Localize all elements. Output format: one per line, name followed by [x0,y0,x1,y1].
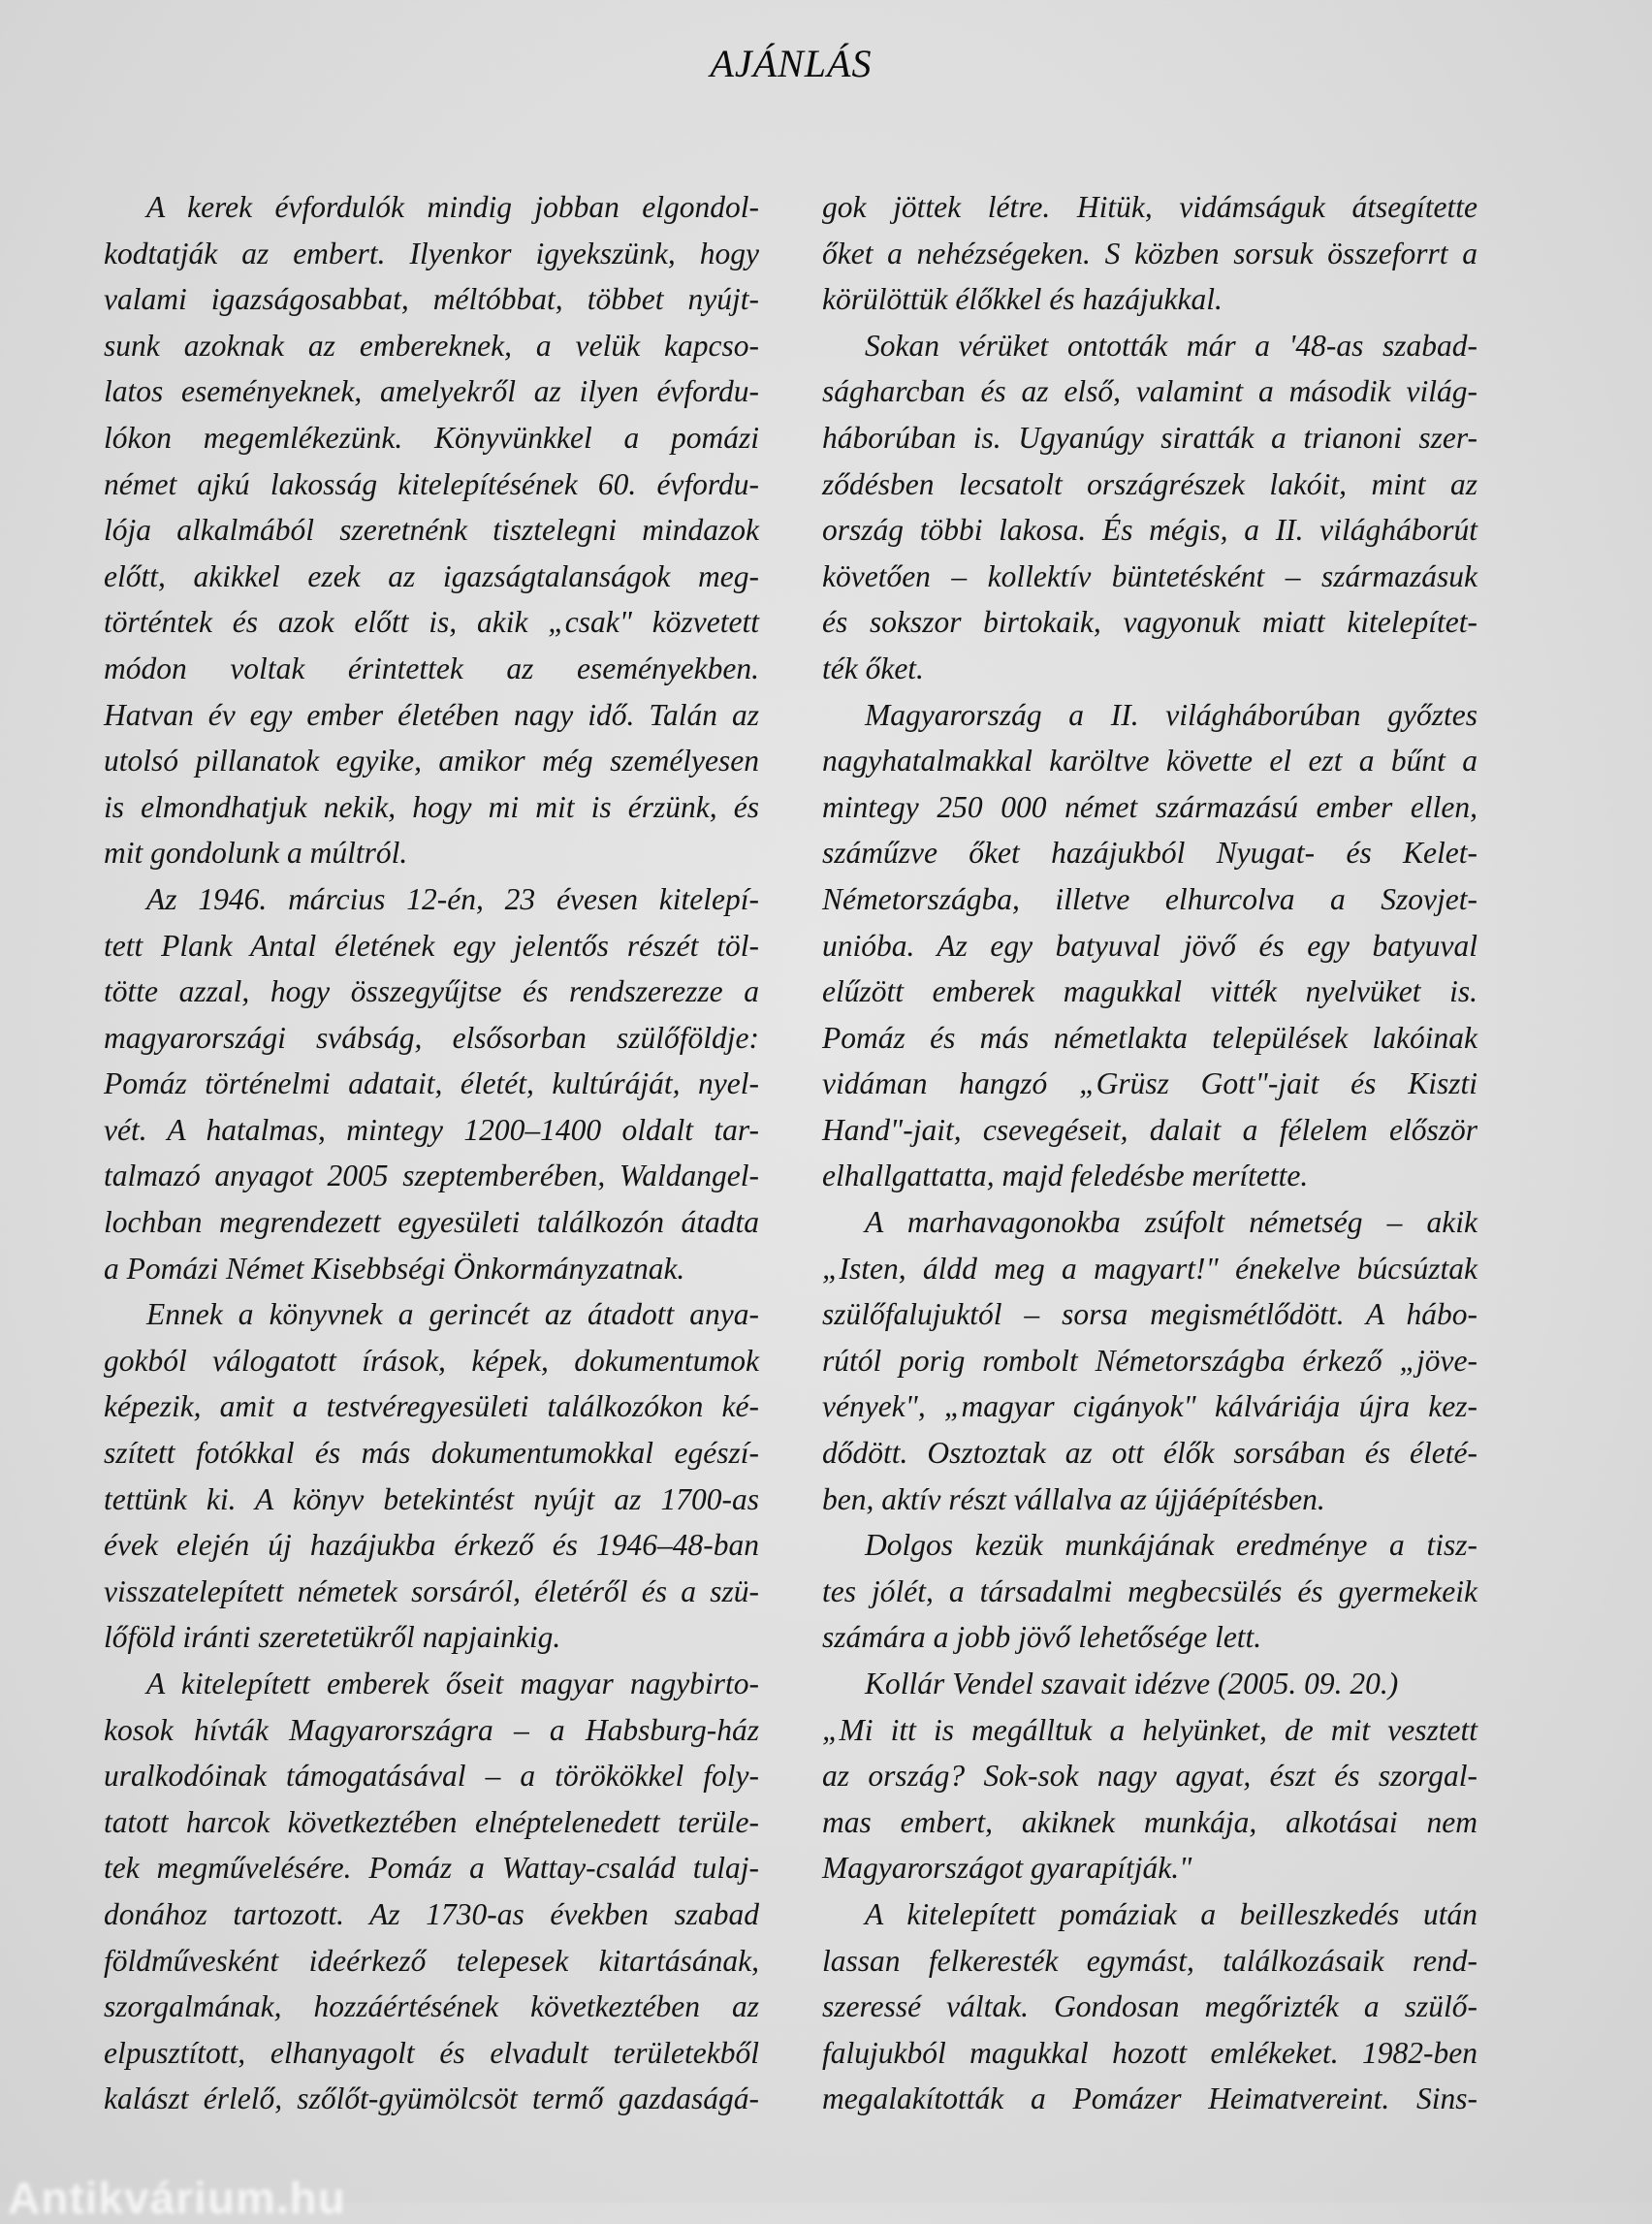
text-line: Sokan vérüket ontották már a '48-as szabad- [865,328,1477,363]
text-line: Hand"-jait, csevegéseit, dalait a félelem először [822,1112,1477,1147]
text-line: szeressé váltak. Gondosan megőrizték a szülő- [822,1989,1477,2024]
text-line: falujukból magukkal hozott emlékeket. 1982-ben [822,2035,1477,2070]
paragraph [104,1291,759,1661]
text-line: magyarországi svábság, elsősorban szülőföldje: [104,1020,759,1055]
text-line: évek elején új hazájukba érkező és 1946–48-ban [104,1528,759,1563]
text-line: ték őket. [822,651,924,685]
text-line: unióba. Az egy batyuval jövő és egy batyuval [822,928,1477,963]
text-line: talmazó anyagot 2005 szeptemberében, Waldangel- [104,1159,759,1193]
text-line: kodtatják az embert. Ilyenkor igyekszünk, hogy [104,236,759,270]
text-line: Kollár Vendel szavait idézve (2005. 09. 20.) [865,1667,1399,1700]
text-line: kosok hívták Magyarországra – a Habsburg-ház [104,1712,759,1747]
text-line: követően – kollektív büntetésként – származásuk [822,558,1477,593]
text-line: A marhavagonokba zsúfolt németség – akik [865,1205,1477,1240]
text-line: Az 1946. március 12-én, 23 évesen kitelepí- [146,881,759,916]
text-line: Pomáz és más németlakta települések lakóinak [822,1020,1477,1055]
text-line: ződésben lecsatolt országrészek lakóit, mint az [822,466,1477,501]
text-line: Pomáz történelmi adatait, életét, kultúráját, nyel- [104,1066,759,1101]
paragraph [822,1707,1477,1891]
text-line: módon voltak érintettek az eseményekben. [104,651,759,685]
text-line: utolsó pillanatok egyike, amikor még személyesen [104,744,759,778]
text-line: körülöttük élőkkel és hazájukkal. [822,282,1223,317]
text-line: és sokszor birtokaik, vagyonuk miatt kitelepítet- [822,605,1477,640]
text-line: számára a jobb jövő lehetősége lett. [822,1620,1262,1655]
text-line: A kitelepített emberek őseit magyar nagybirto- [146,1667,759,1700]
paragraph [104,876,759,1291]
text-line: kalászt érlelő, szőlőt-gyümölcsöt termő gazdaságá- [104,2081,759,2116]
page-title: AJÁNLÁS [710,42,873,85]
paragraph [822,323,1477,692]
text-line: földművesként ideérkező telepesek kitartásának, [104,1943,759,1978]
text-line: elhallgattatta, majd feledésbe merítette. [822,1159,1309,1193]
text-line: gok jöttek létre. Hitük, vidámságuk átsegítette [822,190,1477,224]
text-line: vét. A hatalmas, mintegy 1200–1400 oldalt tar- [104,1112,759,1147]
text-line: A kerek évfordulók mindig jobban elgondol- [146,190,759,224]
text-line: vidáman hangzó „Grüsz Gott"-jait és Kiszti [822,1066,1477,1101]
paragraph [104,184,759,876]
text-line: ságharcban és az első, valamint a második világ- [822,374,1477,409]
paragraph [104,1661,759,2122]
text-line: sunk azoknak az embereknek, a velük kapcso- [104,328,759,363]
watermark: Antikvárium.hu [8,2173,346,2223]
paragraph [822,1199,1477,1522]
paragraph [822,184,1477,323]
text-line: ben, aktív részt vállalva az újjáépítésben. [822,1481,1325,1516]
text-line: mintegy 250 000 német származású ember ellen, [822,789,1477,824]
text-line: donához tartozott. Az 1730-as években szabad [104,1896,759,1931]
text-line: előtt, akikkel ezek az igazságtalanságok meg- [104,558,759,593]
text-line: Magyarországot gyarapítják." [822,1851,1192,1886]
text-line: tes jólét, a társadalmi megbecsülés és gyermekeik [822,1573,1477,1608]
text-line: uralkodóinak támogatásával – a törökökkel foly- [104,1759,759,1794]
text-line: „Isten, áldd meg a magyart!" énekelve búcsúztak [822,1251,1477,1286]
text-line: háborúban is. Ugyanúgy siratták a trianoni szer- [822,420,1477,455]
text-line: lókon megemlékezünk. Könyvünkkel a pomázi [104,420,759,455]
text-line: lója alkalmából szeretnénk tisztelegni mindazok [104,513,759,548]
text-line: gokból válogatott írások, képek, dokumentumok [104,1343,759,1378]
text-line: tettünk ki. A könyv betekintést nyújt az 1700-as [104,1481,759,1516]
text-line: visszatelepített németek sorsáról, életéről és a szü- [104,1573,759,1608]
text-line: tötte azzal, hogy összegyűjtse és rendszerezze a [104,974,759,1009]
text-line: dődött. Osztoztak az ott élők sorsában és életé- [822,1436,1477,1471]
text-line: latos eseményeknek, amelyekről az ilyen évfordu- [104,374,759,409]
paragraph [822,692,1477,1200]
paragraph [822,1891,1477,2122]
text-line: képezik, amit a testvéregyesületi találkozókon ké- [104,1389,759,1424]
text-line: szülőfalujuktól – sorsa megismétlődött. A hábo- [822,1297,1477,1332]
paragraph [822,1661,1477,1707]
text-line: az ország? Sok-sok nagy agyat, észt és szorgal- [822,1759,1477,1794]
text-line: a Pomázi Német Kisebbségi Önkormányzatnak. [104,1251,685,1286]
text-line: tett Plank Antal életének egy jelentős részét töl- [104,928,759,963]
text-line: mit gondolunk a múltról. [104,836,408,871]
left-text-column [104,184,759,2122]
text-line: elűzött emberek magukkal vitték nyelvüket is. [822,974,1477,1009]
text-line: Ennek a könyvnek a gerincét az átadott anya- [146,1297,759,1332]
text-line: történtek és azok előtt is, akik „csak" közvetett [104,605,759,640]
text-line: elpusztított, elhanyagolt és elvadult területekből [104,2035,759,2070]
text-line: rútól porig rombolt Németországba érkező „jöve- [822,1343,1477,1378]
text-line: lassan felkeresték egymást, találkozásaik rend- [822,1943,1477,1978]
paragraph [822,1522,1477,1661]
text-line: valami igazságosabbat, méltóbbat, többet nyújt- [104,282,759,317]
text-line: A kitelepített pomáziak a beilleszkedés után [865,1896,1477,1931]
text-line: Magyarország a II. világháborúban győztes [865,697,1477,732]
text-line: lochban megrendezett egyesületi találkozón átadta [104,1205,759,1240]
text-line: „Mi itt is megálltuk a helyünket, de mit vesztett [822,1712,1477,1747]
text-line: Dolgos kezük munkájának eredménye a tisz- [865,1528,1477,1563]
text-line: nagyhatalmakkal karöltve követte el ezt a bűnt a [822,744,1477,778]
text-line: lőföld iránti szeretetükről napjainkig. [104,1620,561,1655]
text-line: Németországba, illetve elhurcolva a Szovjet- [822,881,1477,916]
right-text-column [822,184,1477,2122]
text-line: száműzve őket hazájukból Nyugat- és Kelet- [822,836,1477,871]
text-line: szített fotókkal és más dokumentumokkal egészí- [104,1436,759,1471]
text-line: Hatvan év egy ember életében nagy idő. Talán az [104,697,759,732]
text-line: őket a nehézségeken. S közben sorsuk összeforrt a [822,236,1477,270]
text-line: szorgalmának, hozzáértésének következtében az [104,1989,759,2024]
text-line: tek megművelésére. Pomáz a Wattay-család tulaj- [104,1851,759,1886]
text-line: vények", „magyar cigányok" kálváriája újra kez- [822,1389,1477,1424]
text-line: mas embert, akiknek munkája, alkotásai nem [822,1804,1477,1839]
text-line: tatott harcok következtében elnéptelenedett terüle- [104,1804,759,1839]
text-line: német ajkú lakosság kitelepítésének 60. évfordu- [104,466,759,501]
text-line: ország többi lakosa. És mégis, a II. világháborút [822,513,1477,548]
text-line: is elmondhatjuk nekik, hogy mi mit is érzünk, és [104,789,759,824]
text-line: megalakították a Pomázer Heimatvereint. Sins- [822,2081,1477,2116]
